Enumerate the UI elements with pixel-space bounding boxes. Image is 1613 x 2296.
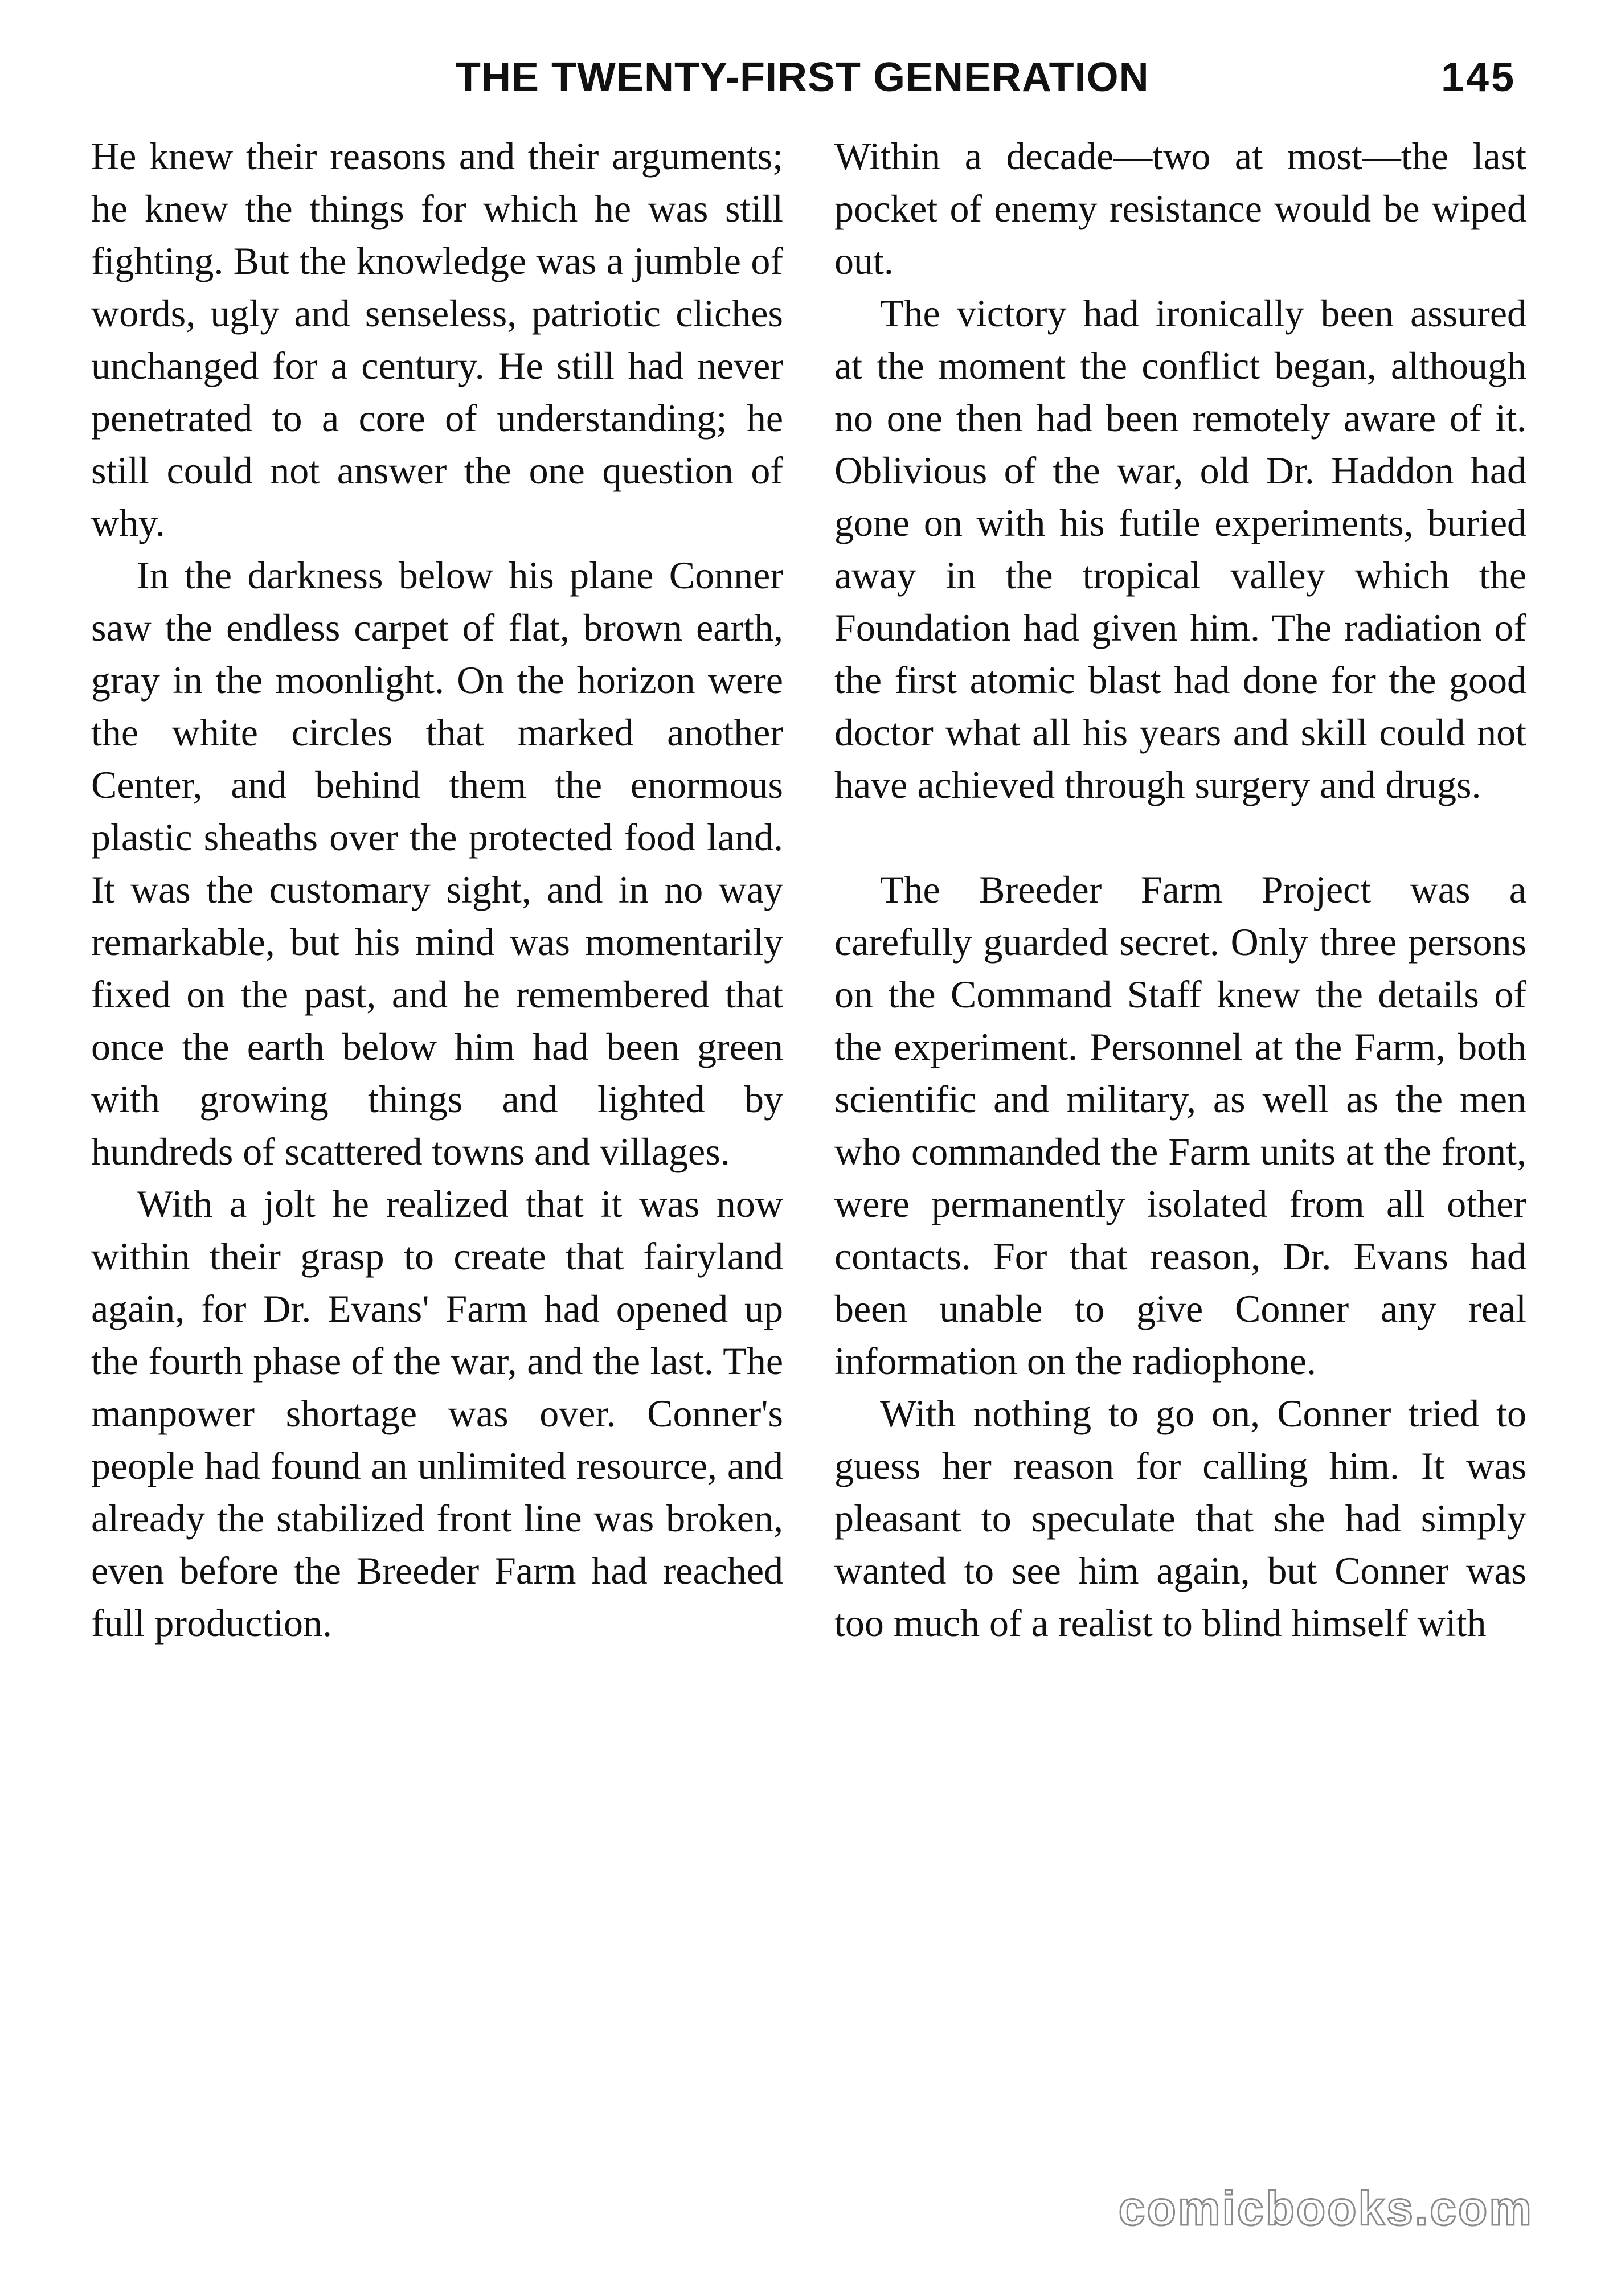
watermark: comicbooks.com [1118, 2182, 1533, 2235]
running-title: THE TWENTY-FIRST GENERATION [456, 55, 1149, 100]
section-break-paragraph: The Breeder Farm Project was a carefully guarded secret. Only three persons on the Command Staff knew the details of the experiment. Personnel at the Farm, both scientific and military, as well as the men who commanded the Farm units at the front, were permanently isolated from all other contacts. For that reason, Dr. Evans had been unable to give Conner any real information on the radiophone. [834, 868, 1526, 1383]
page-header [0, 54, 1613, 117]
paragraph: With a jolt he realized that it was now within their grasp to create that fairyland again, for Dr. Evans' Farm had opened up the fourth phase of the war, and the last. The manpower shortage was over. Conner's people had found an unlimited resource, and already the stabilized front line was broken, even before the Breeder Farm had reached full production. [91, 1182, 783, 1645]
right-column [834, 130, 1526, 1649]
paragraph: He knew their reasons and their arguments; he knew the things for which he was still fighting. But the knowledge was a jumble of words, ugly and senseless, patriotic cliches unchanged for a century. He still had never penetrated to a core of understanding; he still could not answer the one question of why. [91, 134, 783, 544]
paragraph: Within a decade—two at most—the last pocket of enemy resistance would be wiped out. [834, 134, 1526, 282]
paragraph: In the darkness below his plane Conner saw the endless carpet of flat, brown earth, gray in the moonlight. On the horizon were the white circles that marked another Center, and behind them the enormous plastic sheaths over the protected food land. It was the customary sight, and in no way remarkable, but his mind was momentarily fixed on the past, and he remembered that once the earth below him had been green with growing things and lighted by hundreds of scattered towns and villages. [91, 554, 783, 1173]
left-column [91, 130, 783, 1649]
paragraph: The victory had ironically been assured at the moment the conflict began, although no one then had been remotely aware of it. Oblivious of the war, old Dr. Haddon had gone on with his futile experiments, buried away in the tropical valley which the Foundation had given him. The radiation of the first atomic blast had done for the good doctor what all his years and skill could not have achieved through surgery and drugs. [834, 292, 1526, 806]
paragraph: With nothing to go on, Conner tried to guess her reason for calling him. It was pleasant to speculate that she had simply wanted to see him again, but Conner was too much of a realist to blind himself with [834, 1392, 1526, 1645]
page-number: 145 [1441, 55, 1517, 100]
